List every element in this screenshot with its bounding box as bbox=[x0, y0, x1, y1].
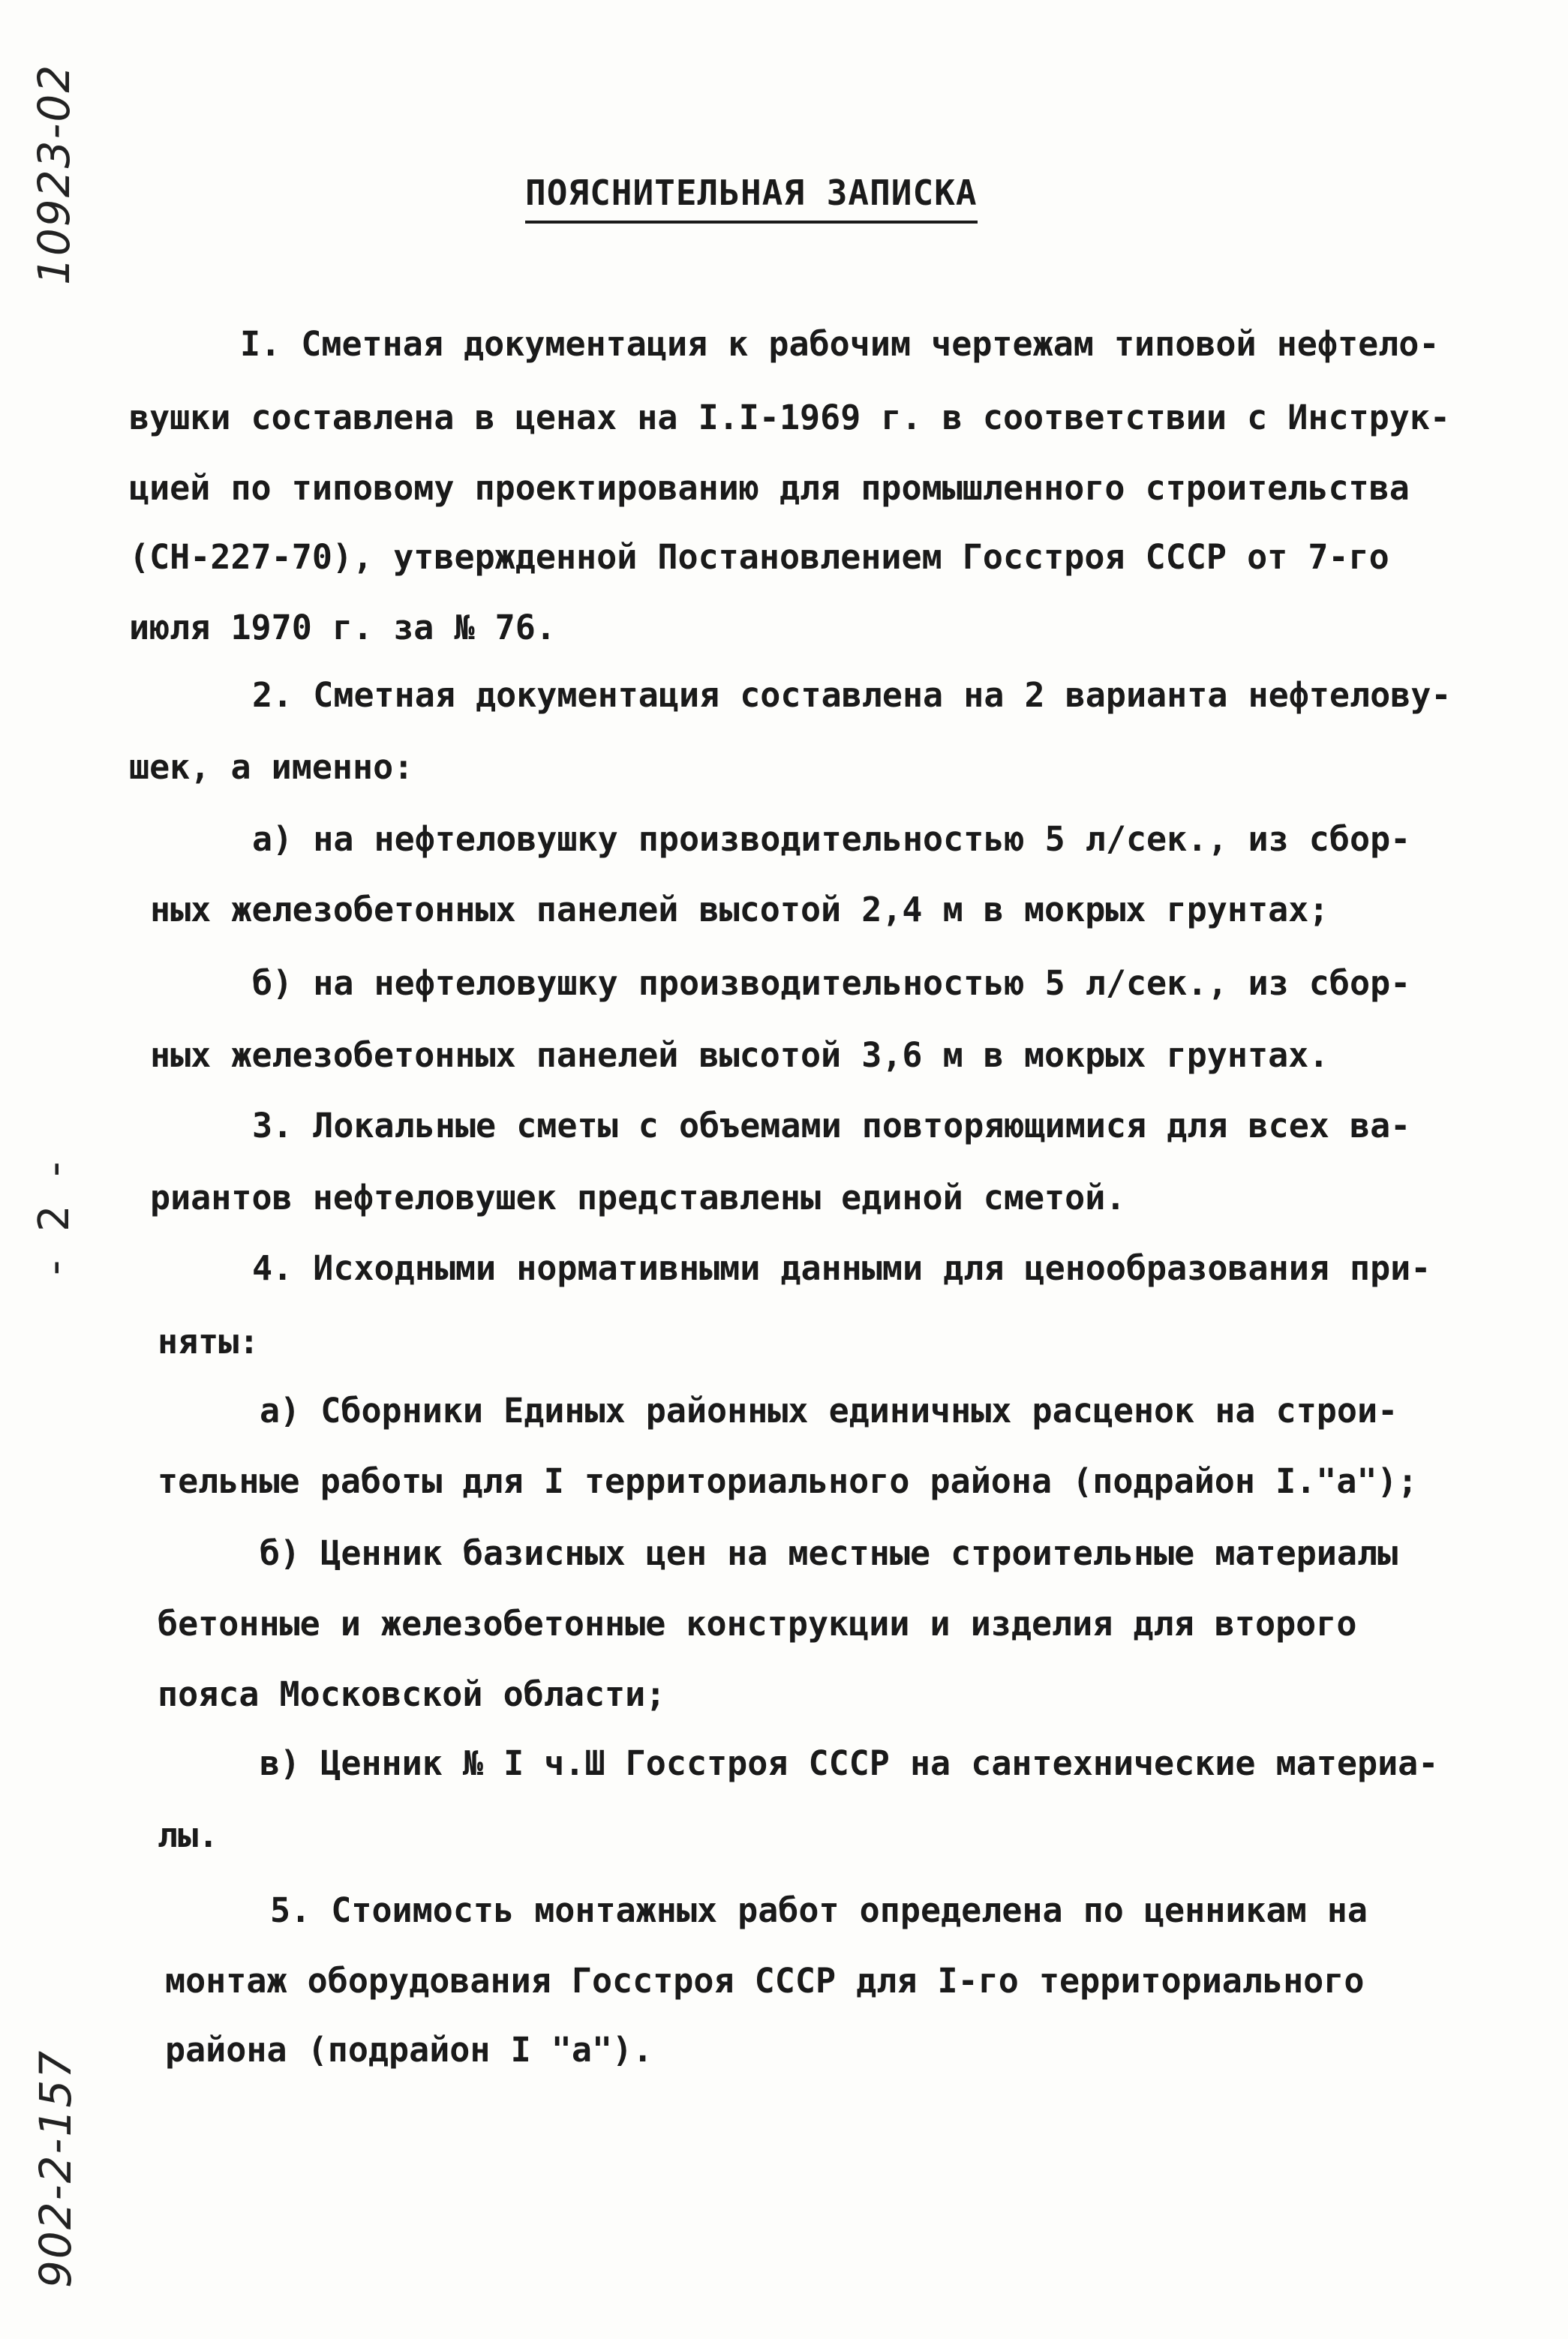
paragraph-5-line-1: 5. Стоимость монтажных работ определена по ценникам на bbox=[270, 1890, 1368, 1930]
paragraph-3-line-1: 3. Локальные сметы с объемами повторяющимися для всех ва- bbox=[252, 1106, 1411, 1145]
paragraph-1-line-5: июля 1970 г. за № 76. bbox=[129, 608, 556, 647]
paragraph-4-line-1: 4. Исходными нормативными данными для ценообразования при- bbox=[252, 1248, 1431, 1288]
item-4c-line-2: лы. bbox=[158, 1815, 219, 1855]
item-4c-line-1: в) Ценник № I ч.Ш Госстроя СССР на сантехнические материа- bbox=[260, 1743, 1439, 1783]
item-4a-line-2: тельные работы для I территориального района (подрайон I."а"); bbox=[158, 1461, 1418, 1501]
margin-doc-code-bottom: 902-2-157 bbox=[30, 2049, 81, 2288]
item-2a-line-2: ных железобетонных панелей высотой 2,4 м в мокрых грунтах; bbox=[150, 890, 1329, 929]
item-4b-line-1: б) Ценник базисных цен на местные строительные материалы bbox=[260, 1533, 1398, 1573]
margin-page-marker: - 2 - bbox=[30, 1154, 79, 1275]
paragraph-5-line-3: района (подрайон I "а"). bbox=[165, 2030, 653, 2070]
paragraph-5-line-2: монтаж оборудования Госстроя СССР для I-го территориального bbox=[165, 1961, 1365, 2001]
paragraph-2-line-2: шек, а именно: bbox=[129, 747, 414, 787]
item-2a-line-1: а) на нефтеловушку производительностью 5 л/сек., из сбор- bbox=[252, 819, 1411, 859]
paragraph-1-line-4: (СН-227-70), утвержденной Постановлением Госстроя СССР от 7-го bbox=[129, 537, 1389, 577]
document-title: ПОЯСНИТЕЛЬНАЯ ЗАПИСКА bbox=[525, 173, 978, 224]
paragraph-3-line-2: риантов нефтеловушек представлены единой сметой. bbox=[150, 1178, 1126, 1218]
paragraph-1-line-3: цией по типовому проектированию для промышленного строительства bbox=[129, 468, 1410, 508]
item-2b-line-1: б) на нефтеловушку производительностью 5 л/сек., из сбор- bbox=[252, 963, 1411, 1003]
paragraph-2-line-1: 2. Сметная документация составлена на 2 варианта нефтеловy- bbox=[252, 675, 1452, 715]
margin-doc-code-top: 10923-02 bbox=[29, 63, 80, 285]
paragraph-4-line-2: няты: bbox=[158, 1322, 260, 1362]
item-4a-line-1: а) Сборники Единых районных единичных расценок на строи- bbox=[260, 1391, 1398, 1431]
paragraph-1-line-2: вушки составлена в ценах на I.I-1969 г. в соответствии с Инструк- bbox=[129, 398, 1450, 437]
item-2b-line-2: ных железобетонных панелей высотой 3,6 м в мокрых грунтах. bbox=[150, 1035, 1329, 1075]
paragraph-1-line-1: I. Сметная документация к рабочим чертежам типовой нефтело- bbox=[240, 324, 1440, 364]
item-4b-line-3: пояса Московской области; bbox=[158, 1674, 666, 1714]
item-4b-line-2: бетонные и железобетонные конструкции и изделия для второго bbox=[158, 1604, 1357, 1644]
